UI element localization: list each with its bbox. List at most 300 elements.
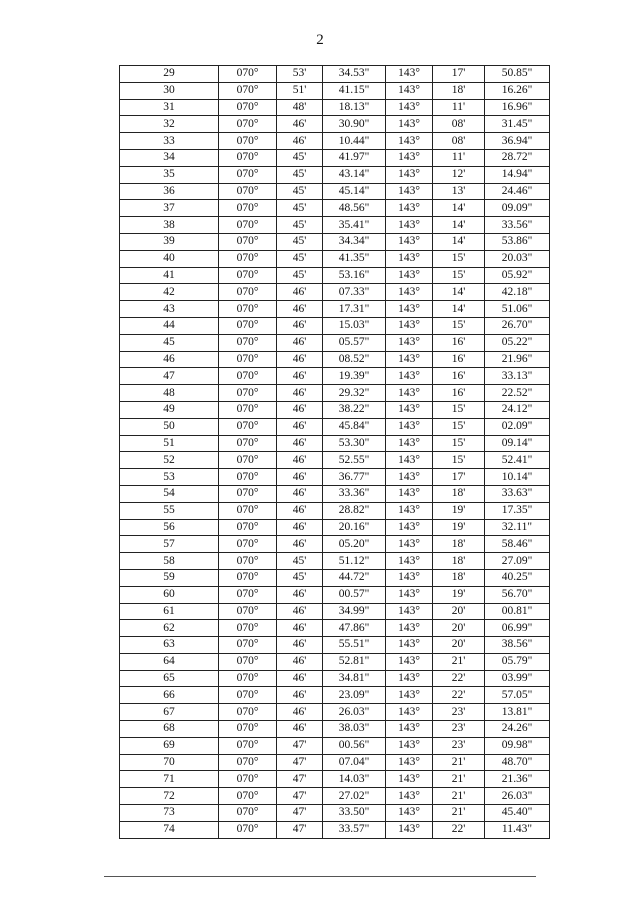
longitude-seconds-cell: 15.03" <box>323 317 386 334</box>
table-row <box>120 82 550 99</box>
latitude-seconds-cell: 00.81" <box>485 603 550 620</box>
longitude-seconds-cell: 07.33" <box>323 284 386 301</box>
point-number-cell: 62 <box>120 620 219 637</box>
latitude-minutes-cell: 22' <box>433 687 485 704</box>
longitude-degrees-cell: 070° <box>219 334 277 351</box>
longitude-seconds-cell: 05.57" <box>323 334 386 351</box>
longitude-seconds-cell: 45.14" <box>323 183 386 200</box>
longitude-degrees-cell: 070° <box>219 704 277 721</box>
longitude-seconds-cell: 48.56" <box>323 200 386 217</box>
latitude-degrees-cell: 143° <box>386 721 433 738</box>
longitude-degrees-cell: 070° <box>219 553 277 570</box>
longitude-minutes-cell: 46' <box>277 670 323 687</box>
longitude-degrees-cell: 070° <box>219 250 277 267</box>
latitude-degrees-cell: 143° <box>386 435 433 452</box>
table-row <box>120 183 550 200</box>
point-number-cell: 39 <box>120 233 219 250</box>
latitude-minutes-cell: 21' <box>433 771 485 788</box>
latitude-degrees-cell: 143° <box>386 805 433 822</box>
latitude-degrees-cell: 143° <box>386 653 433 670</box>
table-row <box>120 821 550 838</box>
latitude-minutes-cell: 16' <box>433 368 485 385</box>
longitude-degrees-cell: 070° <box>219 536 277 553</box>
latitude-degrees-cell: 143° <box>386 233 433 250</box>
point-number-cell: 51 <box>120 435 219 452</box>
point-number-cell: 72 <box>120 788 219 805</box>
latitude-degrees-cell: 143° <box>386 502 433 519</box>
longitude-minutes-cell: 47' <box>277 805 323 822</box>
point-number-cell: 35 <box>120 166 219 183</box>
longitude-seconds-cell: 07.04" <box>323 754 386 771</box>
latitude-minutes-cell: 22' <box>433 821 485 838</box>
latitude-minutes-cell: 15' <box>433 250 485 267</box>
longitude-minutes-cell: 46' <box>277 401 323 418</box>
latitude-seconds-cell: 03.99" <box>485 670 550 687</box>
longitude-seconds-cell: 30.90" <box>323 116 386 133</box>
longitude-minutes-cell: 45' <box>277 569 323 586</box>
point-number-cell: 29 <box>120 66 219 83</box>
latitude-degrees-cell: 143° <box>386 637 433 654</box>
table-row <box>120 788 550 805</box>
table-row <box>120 166 550 183</box>
latitude-seconds-cell: 50.85" <box>485 66 550 83</box>
longitude-seconds-cell: 08.52" <box>323 351 386 368</box>
longitude-seconds-cell: 27.02" <box>323 788 386 805</box>
latitude-degrees-cell: 143° <box>386 401 433 418</box>
point-number-cell: 32 <box>120 116 219 133</box>
longitude-degrees-cell: 070° <box>219 502 277 519</box>
latitude-seconds-cell: 02.09" <box>485 418 550 435</box>
longitude-degrees-cell: 070° <box>219 66 277 83</box>
longitude-degrees-cell: 070° <box>219 267 277 284</box>
longitude-degrees-cell: 070° <box>219 116 277 133</box>
longitude-minutes-cell: 46' <box>277 317 323 334</box>
longitude-minutes-cell: 45' <box>277 267 323 284</box>
point-number-cell: 61 <box>120 603 219 620</box>
longitude-seconds-cell: 53.16" <box>323 267 386 284</box>
longitude-minutes-cell: 47' <box>277 771 323 788</box>
longitude-degrees-cell: 070° <box>219 385 277 402</box>
table-row <box>120 704 550 721</box>
longitude-seconds-cell: 10.44" <box>323 133 386 150</box>
longitude-degrees-cell: 070° <box>219 418 277 435</box>
longitude-seconds-cell: 33.57" <box>323 821 386 838</box>
longitude-minutes-cell: 46' <box>277 284 323 301</box>
table-row <box>120 301 550 318</box>
latitude-degrees-cell: 143° <box>386 250 433 267</box>
latitude-degrees-cell: 143° <box>386 351 433 368</box>
point-number-cell: 43 <box>120 301 219 318</box>
table-row <box>120 401 550 418</box>
point-number-cell: 56 <box>120 519 219 536</box>
longitude-minutes-cell: 46' <box>277 334 323 351</box>
longitude-degrees-cell: 070° <box>219 586 277 603</box>
latitude-minutes-cell: 11' <box>433 99 485 116</box>
longitude-seconds-cell: 51.12" <box>323 553 386 570</box>
longitude-minutes-cell: 46' <box>277 653 323 670</box>
latitude-minutes-cell: 14' <box>433 200 485 217</box>
longitude-seconds-cell: 14.03" <box>323 771 386 788</box>
latitude-degrees-cell: 143° <box>386 754 433 771</box>
point-number-cell: 33 <box>120 133 219 150</box>
longitude-degrees-cell: 070° <box>219 687 277 704</box>
point-number-cell: 52 <box>120 452 219 469</box>
latitude-seconds-cell: 33.56" <box>485 217 550 234</box>
longitude-minutes-cell: 46' <box>277 536 323 553</box>
longitude-seconds-cell: 35.41" <box>323 217 386 234</box>
latitude-minutes-cell: 15' <box>433 452 485 469</box>
latitude-minutes-cell: 21' <box>433 805 485 822</box>
point-number-cell: 40 <box>120 250 219 267</box>
latitude-minutes-cell: 21' <box>433 653 485 670</box>
latitude-seconds-cell: 58.46" <box>485 536 550 553</box>
latitude-degrees-cell: 143° <box>386 452 433 469</box>
table-row <box>120 200 550 217</box>
longitude-seconds-cell: 23.09" <box>323 687 386 704</box>
latitude-degrees-cell: 143° <box>386 586 433 603</box>
latitude-degrees-cell: 143° <box>386 519 433 536</box>
longitude-minutes-cell: 46' <box>277 385 323 402</box>
table-row <box>120 149 550 166</box>
longitude-seconds-cell: 26.03" <box>323 704 386 721</box>
longitude-degrees-cell: 070° <box>219 452 277 469</box>
longitude-seconds-cell: 20.16" <box>323 519 386 536</box>
point-number-cell: 53 <box>120 469 219 486</box>
point-number-cell: 74 <box>120 821 219 838</box>
latitude-minutes-cell: 19' <box>433 586 485 603</box>
longitude-seconds-cell: 17.31" <box>323 301 386 318</box>
longitude-seconds-cell: 53.30" <box>323 435 386 452</box>
table-row <box>120 66 550 83</box>
longitude-minutes-cell: 46' <box>277 603 323 620</box>
table-row <box>120 569 550 586</box>
latitude-seconds-cell: 10.14" <box>485 469 550 486</box>
table-row <box>120 637 550 654</box>
point-number-cell: 42 <box>120 284 219 301</box>
point-number-cell: 36 <box>120 183 219 200</box>
point-number-cell: 34 <box>120 149 219 166</box>
latitude-seconds-cell: 05.22" <box>485 334 550 351</box>
point-number-cell: 46 <box>120 351 219 368</box>
longitude-minutes-cell: 45' <box>277 217 323 234</box>
latitude-seconds-cell: 36.94" <box>485 133 550 150</box>
longitude-minutes-cell: 46' <box>277 485 323 502</box>
longitude-minutes-cell: 45' <box>277 200 323 217</box>
latitude-seconds-cell: 16.96" <box>485 99 550 116</box>
longitude-minutes-cell: 46' <box>277 301 323 318</box>
table-row <box>120 485 550 502</box>
table-row <box>120 805 550 822</box>
latitude-seconds-cell: 22.52" <box>485 385 550 402</box>
point-number-cell: 68 <box>120 721 219 738</box>
latitude-minutes-cell: 18' <box>433 82 485 99</box>
latitude-degrees-cell: 143° <box>386 469 433 486</box>
latitude-minutes-cell: 14' <box>433 233 485 250</box>
latitude-minutes-cell: 13' <box>433 183 485 200</box>
longitude-minutes-cell: 51' <box>277 82 323 99</box>
latitude-seconds-cell: 51.06" <box>485 301 550 318</box>
latitude-seconds-cell: 09.09" <box>485 200 550 217</box>
latitude-degrees-cell: 143° <box>386 200 433 217</box>
longitude-degrees-cell: 070° <box>219 301 277 318</box>
latitude-minutes-cell: 18' <box>433 485 485 502</box>
longitude-seconds-cell: 45.84" <box>323 418 386 435</box>
longitude-degrees-cell: 070° <box>219 485 277 502</box>
table-row <box>120 553 550 570</box>
point-number-cell: 30 <box>120 82 219 99</box>
longitude-degrees-cell: 070° <box>219 805 277 822</box>
latitude-degrees-cell: 143° <box>386 149 433 166</box>
latitude-minutes-cell: 08' <box>433 116 485 133</box>
longitude-seconds-cell: 38.22" <box>323 401 386 418</box>
longitude-degrees-cell: 070° <box>219 721 277 738</box>
latitude-minutes-cell: 23' <box>433 737 485 754</box>
point-number-cell: 71 <box>120 771 219 788</box>
longitude-seconds-cell: 00.57" <box>323 586 386 603</box>
longitude-degrees-cell: 070° <box>219 603 277 620</box>
latitude-degrees-cell: 143° <box>386 821 433 838</box>
latitude-degrees-cell: 143° <box>386 317 433 334</box>
latitude-minutes-cell: 16' <box>433 385 485 402</box>
table-row <box>120 620 550 637</box>
longitude-minutes-cell: 46' <box>277 133 323 150</box>
longitude-minutes-cell: 46' <box>277 704 323 721</box>
latitude-seconds-cell: 28.72" <box>485 149 550 166</box>
longitude-seconds-cell: 05.20" <box>323 536 386 553</box>
table-row <box>120 469 550 486</box>
table-row <box>120 267 550 284</box>
longitude-degrees-cell: 070° <box>219 788 277 805</box>
latitude-seconds-cell: 05.92" <box>485 267 550 284</box>
latitude-minutes-cell: 15' <box>433 401 485 418</box>
longitude-degrees-cell: 070° <box>219 233 277 250</box>
latitude-seconds-cell: 38.56" <box>485 637 550 654</box>
table-row <box>120 284 550 301</box>
table-row <box>120 536 550 553</box>
point-number-cell: 47 <box>120 368 219 385</box>
longitude-degrees-cell: 070° <box>219 317 277 334</box>
latitude-degrees-cell: 143° <box>386 267 433 284</box>
longitude-degrees-cell: 070° <box>219 217 277 234</box>
point-number-cell: 57 <box>120 536 219 553</box>
point-number-cell: 50 <box>120 418 219 435</box>
table-row <box>120 116 550 133</box>
longitude-degrees-cell: 070° <box>219 149 277 166</box>
longitude-minutes-cell: 45' <box>277 183 323 200</box>
longitude-seconds-cell: 47.86" <box>323 620 386 637</box>
point-number-cell: 41 <box>120 267 219 284</box>
latitude-seconds-cell: 56.70" <box>485 586 550 603</box>
longitude-seconds-cell: 52.55" <box>323 452 386 469</box>
latitude-minutes-cell: 17' <box>433 66 485 83</box>
longitude-seconds-cell: 19.39" <box>323 368 386 385</box>
table-row <box>120 687 550 704</box>
longitude-degrees-cell: 070° <box>219 754 277 771</box>
latitude-degrees-cell: 143° <box>386 99 433 116</box>
table-row <box>120 502 550 519</box>
latitude-seconds-cell: 52.41" <box>485 452 550 469</box>
table-row <box>120 250 550 267</box>
table-row <box>120 586 550 603</box>
latitude-degrees-cell: 143° <box>386 368 433 385</box>
latitude-minutes-cell: 14' <box>433 301 485 318</box>
longitude-degrees-cell: 070° <box>219 670 277 687</box>
latitude-minutes-cell: 15' <box>433 317 485 334</box>
latitude-degrees-cell: 143° <box>386 301 433 318</box>
latitude-seconds-cell: 33.13" <box>485 368 550 385</box>
point-number-cell: 59 <box>120 569 219 586</box>
latitude-minutes-cell: 20' <box>433 603 485 620</box>
longitude-degrees-cell: 070° <box>219 183 277 200</box>
longitude-seconds-cell: 34.99" <box>323 603 386 620</box>
longitude-minutes-cell: 45' <box>277 553 323 570</box>
table-row <box>120 737 550 754</box>
table-row <box>120 99 550 116</box>
table-row <box>120 351 550 368</box>
latitude-seconds-cell: 40.25" <box>485 569 550 586</box>
point-number-cell: 38 <box>120 217 219 234</box>
longitude-degrees-cell: 070° <box>219 435 277 452</box>
latitude-seconds-cell: 09.14" <box>485 435 550 452</box>
latitude-minutes-cell: 15' <box>433 418 485 435</box>
longitude-seconds-cell: 28.82" <box>323 502 386 519</box>
point-number-cell: 65 <box>120 670 219 687</box>
longitude-minutes-cell: 47' <box>277 754 323 771</box>
table-row <box>120 435 550 452</box>
latitude-minutes-cell: 17' <box>433 469 485 486</box>
longitude-minutes-cell: 46' <box>277 469 323 486</box>
longitude-minutes-cell: 46' <box>277 116 323 133</box>
latitude-degrees-cell: 143° <box>386 553 433 570</box>
table-row <box>120 670 550 687</box>
latitude-degrees-cell: 143° <box>386 670 433 687</box>
latitude-degrees-cell: 143° <box>386 334 433 351</box>
longitude-seconds-cell: 18.13" <box>323 99 386 116</box>
latitude-degrees-cell: 143° <box>386 82 433 99</box>
point-number-cell: 44 <box>120 317 219 334</box>
latitude-seconds-cell: 57.05" <box>485 687 550 704</box>
longitude-minutes-cell: 45' <box>277 233 323 250</box>
latitude-minutes-cell: 20' <box>433 637 485 654</box>
longitude-minutes-cell: 46' <box>277 452 323 469</box>
point-number-cell: 49 <box>120 401 219 418</box>
latitude-minutes-cell: 23' <box>433 704 485 721</box>
latitude-seconds-cell: 06.99" <box>485 620 550 637</box>
longitude-degrees-cell: 070° <box>219 771 277 788</box>
latitude-degrees-cell: 143° <box>386 166 433 183</box>
latitude-minutes-cell: 21' <box>433 788 485 805</box>
latitude-seconds-cell: 20.03" <box>485 250 550 267</box>
longitude-seconds-cell: 38.03" <box>323 721 386 738</box>
latitude-seconds-cell: 24.46" <box>485 183 550 200</box>
longitude-seconds-cell: 41.97" <box>323 149 386 166</box>
longitude-degrees-cell: 070° <box>219 166 277 183</box>
latitude-seconds-cell: 21.96" <box>485 351 550 368</box>
longitude-seconds-cell: 52.81" <box>323 653 386 670</box>
latitude-seconds-cell: 16.26" <box>485 82 550 99</box>
longitude-minutes-cell: 46' <box>277 586 323 603</box>
longitude-degrees-cell: 070° <box>219 569 277 586</box>
bottom-rule <box>104 876 536 877</box>
longitude-seconds-cell: 41.35" <box>323 250 386 267</box>
latitude-seconds-cell: 33.63" <box>485 485 550 502</box>
coordinates-table <box>119 65 550 839</box>
latitude-seconds-cell: 26.03" <box>485 788 550 805</box>
longitude-degrees-cell: 070° <box>219 737 277 754</box>
table-row <box>120 368 550 385</box>
latitude-minutes-cell: 11' <box>433 149 485 166</box>
point-number-cell: 54 <box>120 485 219 502</box>
longitude-minutes-cell: 46' <box>277 351 323 368</box>
latitude-degrees-cell: 143° <box>386 183 433 200</box>
latitude-degrees-cell: 143° <box>386 536 433 553</box>
longitude-minutes-cell: 46' <box>277 368 323 385</box>
latitude-minutes-cell: 14' <box>433 217 485 234</box>
table-row <box>120 452 550 469</box>
latitude-minutes-cell: 15' <box>433 267 485 284</box>
latitude-degrees-cell: 143° <box>386 788 433 805</box>
latitude-degrees-cell: 143° <box>386 704 433 721</box>
latitude-minutes-cell: 16' <box>433 334 485 351</box>
point-number-cell: 67 <box>120 704 219 721</box>
latitude-minutes-cell: 22' <box>433 670 485 687</box>
latitude-minutes-cell: 15' <box>433 435 485 452</box>
point-number-cell: 66 <box>120 687 219 704</box>
latitude-minutes-cell: 12' <box>433 166 485 183</box>
point-number-cell: 73 <box>120 805 219 822</box>
longitude-seconds-cell: 33.50" <box>323 805 386 822</box>
latitude-seconds-cell: 24.12" <box>485 401 550 418</box>
latitude-seconds-cell: 31.45" <box>485 116 550 133</box>
point-number-cell: 64 <box>120 653 219 670</box>
latitude-seconds-cell: 14.94" <box>485 166 550 183</box>
latitude-degrees-cell: 143° <box>386 217 433 234</box>
latitude-seconds-cell: 27.09" <box>485 553 550 570</box>
longitude-seconds-cell: 00.56" <box>323 737 386 754</box>
page-number: 2 <box>316 32 324 48</box>
table-row <box>120 133 550 150</box>
longitude-minutes-cell: 46' <box>277 435 323 452</box>
latitude-minutes-cell: 18' <box>433 536 485 553</box>
longitude-seconds-cell: 34.34" <box>323 233 386 250</box>
coordinates-table-body <box>120 66 550 839</box>
longitude-degrees-cell: 070° <box>219 284 277 301</box>
latitude-seconds-cell: 17.35" <box>485 502 550 519</box>
latitude-minutes-cell: 23' <box>433 721 485 738</box>
latitude-degrees-cell: 143° <box>386 771 433 788</box>
longitude-seconds-cell: 29.32" <box>323 385 386 402</box>
latitude-minutes-cell: 16' <box>433 351 485 368</box>
table-row <box>120 317 550 334</box>
longitude-degrees-cell: 070° <box>219 133 277 150</box>
longitude-seconds-cell: 36.77" <box>323 469 386 486</box>
point-number-cell: 37 <box>120 200 219 217</box>
point-number-cell: 31 <box>120 99 219 116</box>
latitude-degrees-cell: 143° <box>386 687 433 704</box>
latitude-minutes-cell: 19' <box>433 519 485 536</box>
point-number-cell: 70 <box>120 754 219 771</box>
table-row <box>120 721 550 738</box>
longitude-seconds-cell: 34.81" <box>323 670 386 687</box>
longitude-degrees-cell: 070° <box>219 401 277 418</box>
longitude-minutes-cell: 46' <box>277 418 323 435</box>
point-number-cell: 63 <box>120 637 219 654</box>
latitude-seconds-cell: 53.86" <box>485 233 550 250</box>
point-number-cell: 60 <box>120 586 219 603</box>
longitude-minutes-cell: 47' <box>277 788 323 805</box>
longitude-minutes-cell: 45' <box>277 166 323 183</box>
table-row <box>120 771 550 788</box>
